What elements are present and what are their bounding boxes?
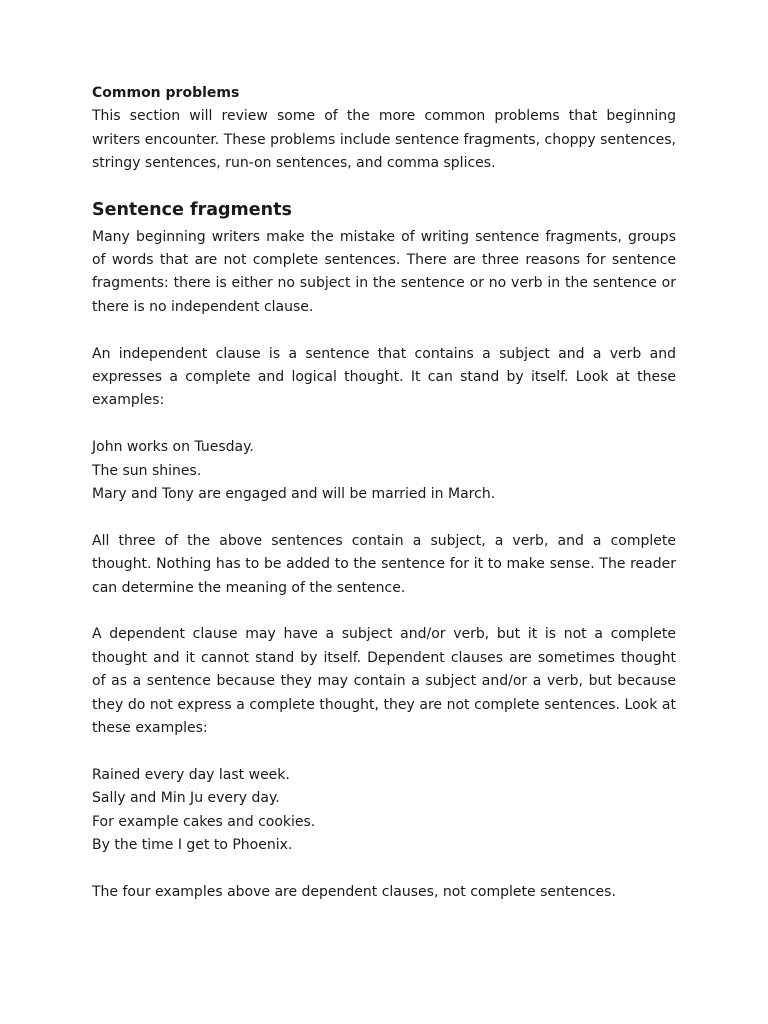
section-title: Sentence fragments xyxy=(92,199,292,220)
common-problems-heading: Common problems xyxy=(92,85,240,101)
example-dependent-3: For example cakes and cookies. xyxy=(92,813,316,830)
spacer xyxy=(92,319,676,342)
independent-clause-paragraph: An independent clause is a sentence that contains a subject and a verb and expresses a complete and logical thought. It can stand by itself. Look at these examples: xyxy=(92,345,676,409)
spacer xyxy=(92,413,676,436)
example-dependent-1: Rained every day last week. xyxy=(92,766,290,783)
intro-paragraph: This section will review some of the more common problems that beginning writers encounter. These problems include sentence fragments, choppy sentences, stringy sentences, run-on sentences, and comma splices. xyxy=(92,108,676,172)
conclusion-paragraph: The four examples above are dependent clauses, not complete sentences. xyxy=(92,883,616,900)
example-dependent-2: Sally and Min Ju every day. xyxy=(92,790,280,807)
spacer xyxy=(92,506,676,529)
example-independent-3: Mary and Tony are engaged and will be married in March. xyxy=(92,486,496,503)
spacer xyxy=(92,741,676,764)
document-page xyxy=(92,82,676,904)
dependent-clause-paragraph: A dependent clause may have a subject and/or verb, but it is not a complete thought and it cannot stand by itself. Dependent clauses are sometimes thought of as a sentence because they may contain a subject and/or a verb, but because they do not express a complete thought, they are not complete sentences. Look at these examples: xyxy=(92,626,676,737)
spacer xyxy=(92,858,676,881)
example-independent-1: John works on Tuesday. xyxy=(92,439,254,456)
example-dependent-4: By the time I get to Phoenix. xyxy=(92,837,293,854)
fragments-paragraph: Many beginning writers make the mistake of writing sentence fragments, groups of words that are not complete sentences. There are three reasons for sentence fragments: there is either no subject in the sentence or no verb in the sentence or there is no independent clause. xyxy=(92,228,676,315)
example-independent-2: The sun shines. xyxy=(92,462,202,479)
spacer xyxy=(92,600,676,623)
complete-thought-paragraph: All three of the above sentences contain a subject, a verb, and a complete thought. Nothing has to be added to the sentence for it to make sense. The reader can determine the meaning of the sentence. xyxy=(92,532,676,596)
